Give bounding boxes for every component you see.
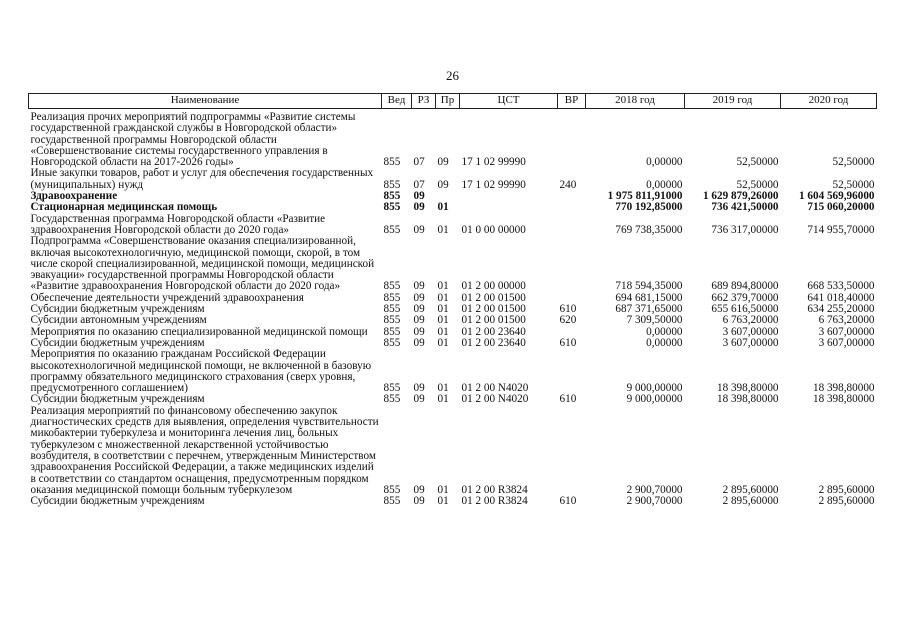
cell-y2018: 694 681,15000 [615, 291, 683, 304]
cell-ved: 855 [383, 325, 401, 338]
cell-rz: 07 [413, 156, 425, 169]
header-pr: Пр [436, 94, 460, 109]
cell-y2018: 687 371,65000 [615, 303, 683, 316]
table-row [29, 109, 877, 169]
cell-ved: 855 [383, 495, 401, 508]
cell-ved: 855 [383, 291, 401, 304]
cell-rz: 09 [413, 314, 425, 327]
cell-y2019: 736 317,00000 [711, 223, 779, 236]
cell-y2020: 634 255,20000 [807, 303, 875, 316]
cell-rz: 09 [413, 483, 425, 496]
cell-y2018: 0,00000 [646, 336, 683, 349]
cell-y2020: 2 895,60000 [818, 483, 875, 496]
cell-vr [558, 349, 586, 394]
table-row [29, 496, 877, 507]
cell-y2018: 2 900,70000 [626, 495, 683, 508]
header-2020: 2020 год [781, 94, 877, 109]
cell-rz: 09 [413, 495, 425, 508]
cell-cst: 01 2 00 00000 [461, 280, 526, 293]
header-2018: 2018 год [586, 94, 685, 109]
cell-name: Стационарная медицинская помощь [30, 201, 218, 214]
cell-y2020: 18 398,80000 [812, 393, 875, 406]
table-body [29, 109, 877, 508]
cell-vr [558, 214, 586, 237]
cell-name: Реализация мероприятий по финансовому обеспечению закупок диагностических средств для выявления, определения чувствительности микобактерии туберкулеза и мониторинга лечения лиц, больных туберкулезом с множественной лекарственной устойчивостью возбудителя, в соответствии с перечнем, утвержденным Министерством здравоохранения Российской Федерации, а также медицинских изделий в соответствии со стандартом оснащения, предусмотренным порядком оказания медицинской помощи больным туберкулезом [30, 404, 379, 496]
header-cst: ЦСТ [460, 94, 558, 109]
cell-y2019: 655 616,50000 [711, 303, 779, 316]
cell-y2020: 52,50000 [832, 178, 875, 191]
cell-y2018: 769 738,35000 [615, 223, 683, 236]
cell-vr: 610 [559, 303, 577, 316]
cell-pr: 01 [437, 393, 449, 406]
cell-name: Мероприятия по оказанию специализированной медицинской помощи [30, 325, 368, 338]
cell-cst: 01 2 00 23640 [461, 336, 526, 349]
cell-y2020: 641 018,40000 [807, 291, 875, 304]
cell-vr [558, 236, 586, 292]
cell-y2019: 3 607,00000 [722, 336, 779, 349]
cell-cst [460, 202, 558, 213]
cell-y2018: 0,00000 [646, 156, 683, 169]
cell-vr [558, 406, 586, 496]
table-row [29, 406, 877, 496]
cell-pr: 01 [437, 280, 449, 293]
table-row [29, 349, 877, 394]
table-row [29, 236, 877, 292]
cell-ved: 855 [383, 483, 401, 496]
cell-pr: 01 [437, 495, 449, 508]
cell-name: Здравоохранение [30, 190, 118, 203]
cell-name: Иные закупки товаров, работ и услуг для обеспечения государственных (муниципальных) нужд [30, 167, 374, 191]
cell-y2019: 689 894,80000 [711, 280, 779, 293]
cell-rz: 09 [413, 325, 425, 338]
cell-y2020: 6 763,20000 [818, 314, 875, 327]
cell-pr: 01 [437, 314, 449, 327]
cell-y2018: 770 192,85000 [615, 201, 683, 214]
cell-vr: 610 [559, 393, 577, 406]
cell-y2020: 1 604 569,96000 [798, 190, 875, 203]
cell-y2020: 18 398,80000 [812, 382, 875, 395]
cell-pr: 01 [437, 291, 449, 304]
cell-pr: 01 [437, 303, 449, 316]
cell-ved: 855 [383, 178, 401, 191]
cell-name: Обеспечение деятельности учреждений здравоохранения [30, 291, 304, 304]
cell-y2018: 0,00000 [646, 178, 683, 191]
table-header-row [29, 94, 877, 109]
cell-cst: 01 0 00 00000 [461, 223, 526, 236]
cell-pr: 01 [437, 336, 449, 349]
cell-ved: 855 [383, 280, 401, 293]
header-vr: ВР [558, 94, 586, 109]
cell-cst: 01 2 00 01500 [461, 291, 526, 304]
cell-cst: 01 2 00 R3824 [461, 495, 528, 508]
cell-y2019: 18 398,80000 [716, 382, 779, 395]
cell-rz: 09 [413, 291, 425, 304]
cell-ved: 855 [383, 223, 401, 236]
cell-cst: 01 2 00 R3824 [461, 483, 528, 496]
cell-pr: 01 [437, 325, 449, 338]
cell-cst: 01 2 00 N4020 [461, 382, 529, 395]
header-ved: Вед [382, 94, 412, 109]
cell-y2018: 7 309,50000 [626, 314, 683, 327]
cell-ved: 855 [383, 393, 401, 406]
cell-y2020: 3 607,00000 [818, 336, 875, 349]
cell-ved: 855 [383, 190, 401, 203]
header-2019: 2019 год [685, 94, 781, 109]
cell-y2020: 715 060,20000 [807, 201, 875, 214]
cell-name: Субсидии бюджетным учреждениям [30, 495, 205, 508]
cell-rz: 09 [413, 280, 425, 293]
table-row [29, 214, 877, 237]
cell-y2019: 52,50000 [736, 156, 779, 169]
cell-vr: 610 [559, 495, 577, 508]
cell-y2020: 2 895,60000 [818, 495, 875, 508]
cell-rz: 09 [413, 201, 425, 214]
cell-y2019: 6 763,20000 [722, 314, 779, 327]
cell-rz: 09 [413, 223, 425, 236]
cell-pr: 01 [437, 382, 449, 395]
cell-cst: 17 1 02 99990 [461, 178, 526, 191]
cell-vr: 240 [559, 178, 577, 191]
cell-name: Подпрограмма «Совершенствование оказания специализированной, включая высокотехнологичную, медицинской помощи, скорой, в том числе скорой специализированной, медицинской помощи, медицинской эвакуации» государственной программы Новгородской области «Развитие здравоохранения Новгородской области до 2020 года» [30, 235, 375, 293]
cell-vr [558, 109, 586, 169]
budget-table [28, 93, 877, 507]
cell-y2019: 736 421,50000 [711, 201, 779, 214]
cell-y2018: 9 000,00000 [626, 382, 683, 395]
cell-ved: 855 [383, 201, 401, 214]
cell-pr: 01 [437, 483, 449, 496]
cell-cst: 17 1 02 99990 [461, 156, 526, 169]
cell-y2018: 2 900,70000 [626, 483, 683, 496]
table-row [29, 315, 877, 326]
cell-rz: 09 [413, 336, 425, 349]
cell-y2018: 718 594,35000 [615, 280, 683, 293]
cell-y2019: 2 895,60000 [722, 483, 779, 496]
cell-rz: 09 [413, 303, 425, 316]
cell-name: Реализация прочих мероприятий подпрограммы «Развитие системы государственной гражданской службы в Новгородской области» государственной программы Новгородской области «Совершенствование системы государственного управления в Новгородской области на 2017-2026 годы» [30, 111, 356, 169]
cell-cst [460, 191, 558, 202]
cell-rz: 09 [413, 382, 425, 395]
cell-name: Субсидии автономным учреждениям [30, 314, 207, 327]
header-name: Наименование [29, 94, 382, 109]
cell-rz: 09 [413, 393, 425, 406]
table-row [29, 168, 877, 191]
cell-vr [558, 191, 586, 202]
cell-y2020: 714 955,70000 [807, 223, 875, 236]
cell-pr: 09 [437, 156, 449, 169]
cell-y2020: 668 533,50000 [807, 280, 875, 293]
cell-y2018: 1 975 811,91000 [607, 190, 683, 203]
cell-cst: 01 2 00 01500 [461, 303, 526, 316]
cell-ved: 855 [383, 156, 401, 169]
cell-name: Субсидии бюджетным учреждениям [30, 393, 205, 406]
cell-cst: 01 2 00 23640 [461, 325, 526, 338]
cell-name: Государственная программа Новгородской области «Развитие здравоохранения Новгородской области до 2020 года» [30, 212, 326, 236]
cell-y2019: 18 398,80000 [716, 393, 779, 406]
cell-name: Субсидии бюджетным учреждениям [30, 336, 205, 349]
cell-name: Субсидии бюджетным учреждениям [30, 303, 205, 316]
cell-pr: 01 [437, 223, 449, 236]
cell-y2019: 3 607,00000 [722, 325, 779, 338]
cell-pr: 01 [437, 201, 449, 214]
cell-ved: 855 [383, 314, 401, 327]
cell-y2020: 52,50000 [832, 156, 875, 169]
cell-rz: 07 [413, 178, 425, 191]
cell-ved: 855 [383, 336, 401, 349]
page-number: 26 [446, 68, 459, 83]
cell-y2019: 2 895,60000 [722, 495, 779, 508]
cell-y2019: 1 629 879,26000 [702, 190, 779, 203]
cell-pr: 09 [437, 178, 449, 191]
cell-vr [558, 202, 586, 213]
cell-y2019: 52,50000 [736, 178, 779, 191]
cell-cst: 01 2 00 01500 [461, 314, 526, 327]
header-rz: РЗ [412, 94, 436, 109]
cell-y2018: 9 000,00000 [626, 393, 683, 406]
cell-y2018: 0,00000 [646, 325, 683, 338]
cell-name: Мероприятия по оказанию гражданам Российской Федерации высокотехнологичной медицинской помощи, не включенной в базовую программу обязательного медицинского страхования (сверх уровня, предусмотренного соглашением) [30, 348, 372, 395]
cell-ved: 855 [383, 303, 401, 316]
cell-y2020: 3 607,00000 [818, 325, 875, 338]
cell-ved: 855 [383, 382, 401, 395]
table-row [29, 202, 877, 213]
cell-cst: 01 2 00 N4020 [461, 393, 529, 406]
cell-y2019: 662 379,70000 [711, 291, 779, 304]
cell-rz: 09 [413, 190, 425, 203]
cell-vr: 620 [559, 314, 577, 327]
cell-vr: 610 [559, 336, 577, 349]
